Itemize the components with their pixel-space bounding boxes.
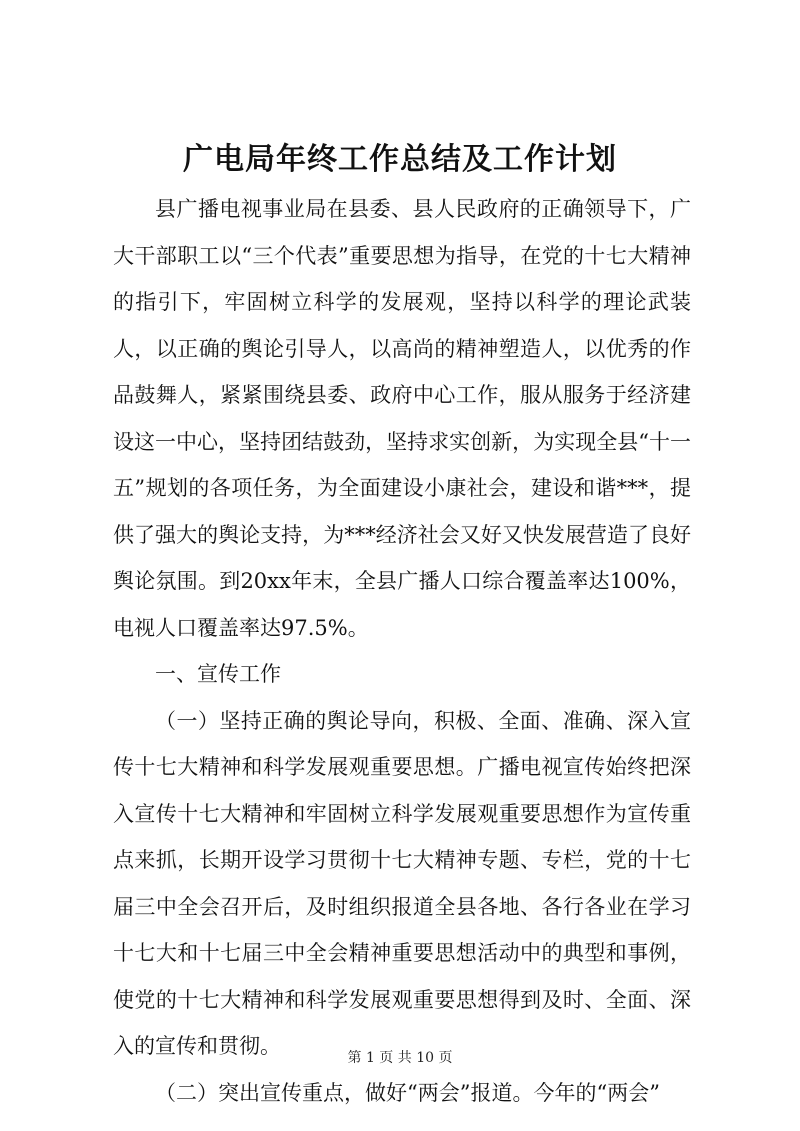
document-body (113, 186, 691, 1116)
document-title: 广电局年终工作总结及工作计划 (183, 142, 617, 177)
intro-paragraph: 县广播电视事业局在县委、县人民政府的正确领导下，广大干部职工以“三个代表”重要思想为指导，在党的十七大精神的指引下，牢固树立科学的发展观，坚持以科学的理论武装人，以正确的舆论引导人，以高尚的精神塑造人，以优秀的作品鼓舞人，紧紧围绕县委、政府中心工作，服从服务于经济建设这一中心，坚持团结鼓劲，坚持求实创新，为实现全县“十一五”规划的各项任务，为全面建设小康社会，建设和谐***，提供了强大的舆论支持，为***经济社会又好又快发展营造了良好舆论氛围。到20xx年末，全县广播人口综合覆盖率达100%，电视人口覆盖率达97.5%。 (113, 197, 691, 640)
page-footer: 第 1 页 共 10 页 (347, 1050, 453, 1066)
subsection-paragraph-2: （二）突出宣传重点，做好“两会”报道。今年的“两会” (155, 1080, 660, 1105)
section-heading-publicity: 一、宣传工作 (155, 662, 281, 686)
subsection-paragraph-1: （一）坚持正确的舆论导向，积极、全面、准确、深入宣传十七大精神和科学发展观重要思想。广播电视宣传始终把深入宣传十七大精神和牢固树立科学发展观重要思想作为宣传重点来抓，长期开设学习贯彻十七大精神专题、专栏，党的十七届三中全会召开后，及时组织报道全县各地、各行各业在学习十七大和十七届三中全会精神重要思想活动中的典型和事例，使党的十七大精神和科学发展观重要思想得到及时、全面、深入的宣传和贯彻。 (113, 708, 691, 1058)
